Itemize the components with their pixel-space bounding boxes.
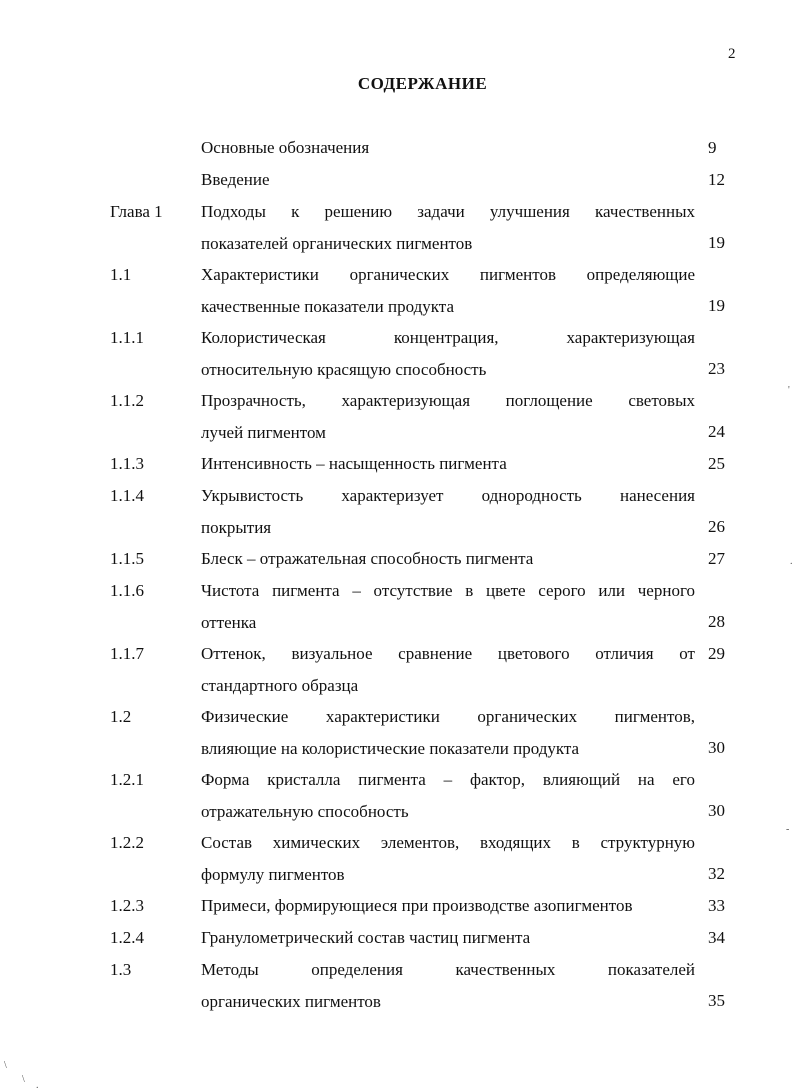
toc-entry-title-line: Укрывистость характеризует однородность нанесения (201, 486, 695, 505)
toc-entry-title-line: Состав химических элементов, входящих в структурную (201, 833, 695, 852)
toc-entry-page: 26 (708, 517, 725, 536)
toc-entry (0, 132, 797, 164)
toc-entry-title (201, 954, 695, 1017)
toc-entry-title-line: Характеристики органических пигментов определяющие (201, 265, 695, 284)
toc-entry-title-line: формулу пигментов (201, 864, 345, 884)
toc-entry-title (201, 259, 695, 322)
toc-entry-title (201, 575, 695, 638)
toc-entry (0, 480, 797, 543)
toc-entry-number: 1.2.4 (110, 928, 144, 947)
toc-entry-title (201, 164, 695, 196)
toc-entry-page: 19 (708, 233, 725, 252)
toc-entry-title (201, 385, 695, 448)
toc-entry-title-line: Прозрачность, характеризующая поглощение световых (201, 391, 695, 410)
toc-entry-page: 24 (708, 422, 725, 441)
toc-entry-number: 1.2.2 (110, 833, 144, 852)
toc-entry-page: 29 (708, 644, 725, 663)
toc-entry-title (201, 480, 695, 543)
toc-entry-title-line: отражательную способность (201, 801, 409, 821)
toc-entry-title-line: Интенсивность – насыщенность пигмента (201, 454, 507, 473)
toc-entry-title-line: Введение (201, 170, 270, 189)
toc-entry-title-line: стандартного образца (201, 675, 359, 695)
toc-entry (0, 764, 797, 827)
toc-entry-page: 30 (708, 801, 725, 820)
toc-entry-title-line: Примеси, формирующиеся при производстве азопигментов (201, 896, 633, 915)
toc-entry-page: 19 (708, 296, 725, 315)
toc-entry (0, 259, 797, 322)
toc-entry-title (201, 448, 695, 480)
toc-entry (0, 575, 797, 638)
toc-entry (0, 954, 797, 1017)
toc-entry-title-line: Основные обозначения (201, 138, 370, 157)
toc-entry (0, 922, 797, 954)
toc-entry-number: 1.1.7 (110, 644, 144, 663)
toc-entry (0, 638, 797, 701)
toc-entry-title-line: показателей органических пигментов (201, 233, 473, 253)
toc-entry (0, 827, 797, 890)
toc-entry (0, 385, 797, 448)
toc-entry-page: 27 (708, 549, 725, 568)
page-number: 2 (728, 46, 736, 62)
toc-entry-title-line: лучей пигментом (201, 422, 326, 442)
toc-entry-title (201, 701, 695, 764)
toc-entry-page: 23 (708, 359, 725, 378)
toc-entry (0, 890, 797, 922)
toc-entry-title (201, 132, 695, 164)
toc-entry-title-line: Физические характеристики органических пигментов, (201, 707, 695, 726)
toc-entry-page: 12 (708, 170, 725, 189)
toc-entry-title-line: Подходы к решению задачи улучшения качественных (201, 202, 695, 221)
toc-entry-number: 1.1.2 (110, 391, 144, 410)
toc-entry-title (201, 827, 695, 890)
toc-entry-page: 34 (708, 928, 725, 947)
toc-entry-title-line: качественные показатели продукта (201, 296, 454, 316)
toc-entry-number: 1.1.3 (110, 454, 144, 473)
toc-entry-title-line: Методы определения качественных показателей (201, 960, 695, 979)
toc-entry-title-line: относительную красящую способность (201, 359, 487, 379)
toc-entry-title-line: Оттенок, визуальное сравнение цветового отличия от (201, 644, 695, 663)
toc-entry (0, 196, 797, 259)
toc-entry-title-line: Колористическая концентрация, характеризующая (201, 328, 695, 347)
toc-entry-page: 33 (708, 896, 725, 915)
table-of-contents (0, 132, 797, 1017)
toc-entry-page: 32 (708, 864, 725, 883)
toc-entry-number: 1.1.1 (110, 328, 144, 347)
toc-entry-number: 1.2 (110, 707, 132, 726)
toc-entry-title (201, 922, 695, 954)
toc-entry-title-line: Форма кристалла пигмента – фактор, влияющий на его (201, 770, 695, 789)
toc-entry-number: 1.2.3 (110, 896, 144, 915)
page-title: СОДЕРЖАНИЕ (357, 74, 488, 93)
toc-entry (0, 543, 797, 575)
toc-entry (0, 164, 797, 196)
toc-entry-title (201, 322, 695, 385)
toc-entry-number: 1.3 (110, 960, 132, 979)
toc-entry-title-line: Гранулометрический состав частиц пигмента (201, 928, 531, 947)
toc-entry-title-line: Блеск – отражательная способность пигмента (201, 549, 534, 568)
toc-entry-title-line: влияющие на колористические показатели продукта (201, 738, 580, 758)
toc-entry-number: 1.1.6 (110, 581, 144, 600)
toc-entry (0, 701, 797, 764)
toc-entry-title-line: Чистота пигмента – отсутствие в цвете серого или черного (201, 581, 695, 600)
toc-entry-title (201, 764, 695, 827)
toc-entry-title-line: органических пигментов (201, 991, 381, 1011)
toc-entry-number: 1.1 (110, 265, 132, 284)
toc-entry-number: 1.1.4 (110, 486, 144, 505)
toc-entry-number: 1.2.1 (110, 770, 144, 789)
toc-entry-number: 1.1.5 (110, 549, 144, 568)
toc-entry-title (201, 543, 695, 575)
toc-entry-title (201, 638, 695, 701)
toc-entry-title-line: оттенка (201, 612, 257, 632)
toc-entry-page: 30 (708, 738, 725, 757)
toc-entry-page: 9 (708, 138, 717, 157)
toc-entry-number: Глава 1 (110, 202, 163, 221)
toc-entry-title (201, 890, 695, 922)
toc-entry-page: 25 (708, 454, 725, 473)
toc-entry (0, 322, 797, 385)
toc-entry-title (201, 196, 695, 259)
toc-entry-title-line: покрытия (201, 517, 272, 537)
toc-entry (0, 448, 797, 480)
toc-entry-page: 35 (708, 991, 725, 1010)
toc-entry-page: 28 (708, 612, 725, 631)
